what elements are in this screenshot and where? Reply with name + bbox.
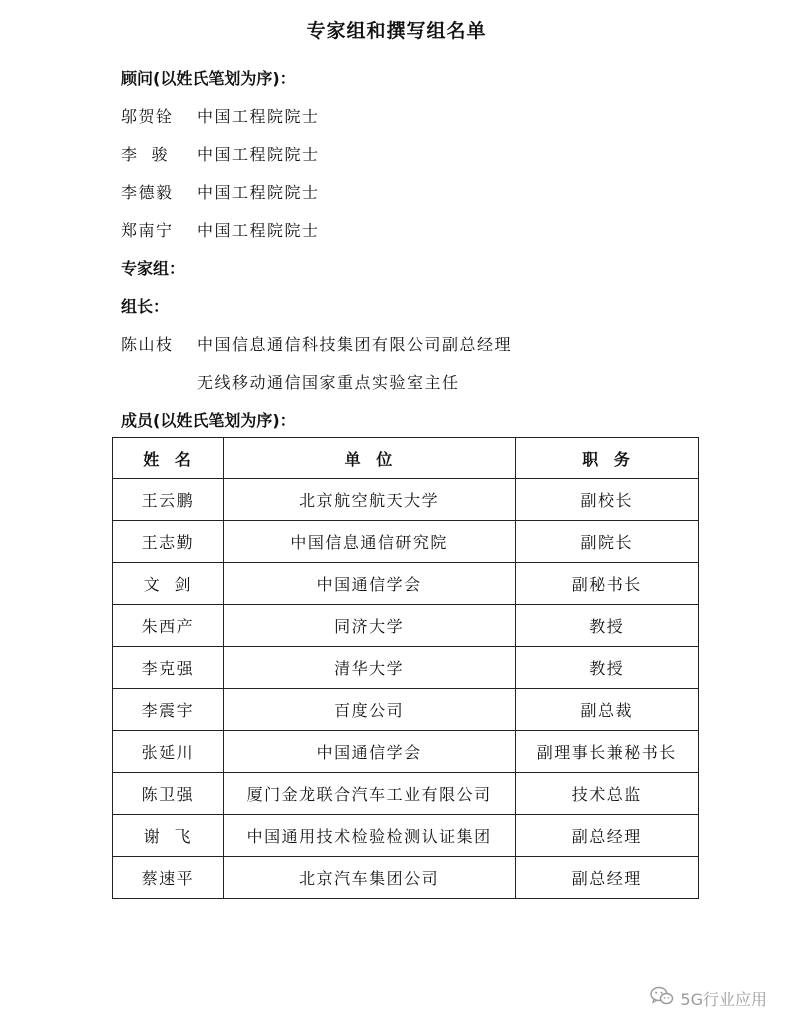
table-row: [113, 773, 699, 815]
advisor-name: 李德毅: [121, 183, 174, 202]
member-org: 百度公司: [223, 689, 515, 731]
member-name: 李克强: [113, 647, 224, 689]
members-heading: 成员(以姓氏笔划为序)：: [121, 411, 296, 430]
member-org: 中国通用技术检验检测认证集团: [223, 815, 515, 857]
advisor-line: [121, 142, 320, 165]
member-name: 蔡速平: [113, 857, 224, 899]
member-org: 中国通信学会: [223, 563, 515, 605]
member-org: 清华大学: [223, 647, 515, 689]
advisor-title: 中国工程院院士: [197, 107, 320, 126]
member-name: 文 剑: [113, 563, 224, 605]
leader-line: [121, 332, 512, 355]
member-org: 厦门金龙联合汽车工业有限公司: [223, 773, 515, 815]
member-position: 副理事长兼秘书长: [515, 731, 698, 773]
member-position: 技术总监: [515, 773, 698, 815]
leader-name: 陈山枝: [121, 335, 174, 354]
advisor-name: 李 骏: [121, 145, 170, 164]
member-name: 王志勤: [113, 521, 224, 563]
members-table: [112, 437, 699, 899]
advisor-line: [121, 218, 320, 241]
member-position: 教授: [515, 605, 698, 647]
advisors-heading: 顾问(以姓氏笔划为序)：: [121, 69, 296, 88]
table-row: [113, 689, 699, 731]
table-row: [113, 815, 699, 857]
advisor-title: 中国工程院院士: [197, 145, 320, 164]
table-header-row: [113, 438, 699, 479]
table-row: [113, 563, 699, 605]
column-header-name: 姓 名: [113, 438, 224, 479]
page-title: 专家组和撰写组名单: [306, 20, 487, 42]
member-org: 中国通信学会: [223, 731, 515, 773]
table-row: [113, 731, 699, 773]
advisor-title: 中国工程院院士: [197, 221, 320, 240]
expert-group-heading: 专家组：: [121, 259, 186, 278]
advisor-line: [121, 104, 320, 127]
table-row: [113, 479, 699, 521]
table-row: [113, 857, 699, 899]
table-row: [113, 605, 699, 647]
member-position: 副院长: [515, 521, 698, 563]
column-header-position: 职 务: [515, 438, 698, 479]
member-org: 北京汽车集团公司: [223, 857, 515, 899]
member-name: 谢 飞: [113, 815, 224, 857]
wechat-icon: [650, 986, 674, 1010]
member-position: 副总裁: [515, 689, 698, 731]
leader-title: 中国信息通信科技集团有限公司副总经理: [197, 335, 513, 354]
member-org: 北京航空航天大学: [223, 479, 515, 521]
advisor-name: 郑南宁: [121, 221, 174, 240]
watermark-text: 5G行业应用: [680, 989, 767, 1009]
member-name: 李震宇: [113, 689, 224, 731]
member-org: 同济大学: [223, 605, 515, 647]
member-name: 朱西产: [113, 605, 224, 647]
member-name: 陈卫强: [113, 773, 224, 815]
leader-title-secondary: 无线移动通信国家重点实验室主任: [197, 373, 460, 392]
advisor-title: 中国工程院院士: [197, 183, 320, 202]
member-name: 张延川: [113, 731, 224, 773]
member-position: 教授: [515, 647, 698, 689]
leader-heading: 组长：: [121, 297, 170, 316]
table-row: [113, 647, 699, 689]
advisor-name: 邬贺铨: [121, 107, 174, 126]
member-org: 中国信息通信研究院: [223, 521, 515, 563]
member-position: 副总经理: [515, 815, 698, 857]
watermark: [650, 986, 767, 1010]
table-row: [113, 521, 699, 563]
member-position: 副校长: [515, 479, 698, 521]
member-position: 副总经理: [515, 857, 698, 899]
column-header-org: 单 位: [223, 438, 515, 479]
member-name: 王云鹏: [113, 479, 224, 521]
advisor-line: [121, 180, 320, 203]
member-position: 副秘书长: [515, 563, 698, 605]
